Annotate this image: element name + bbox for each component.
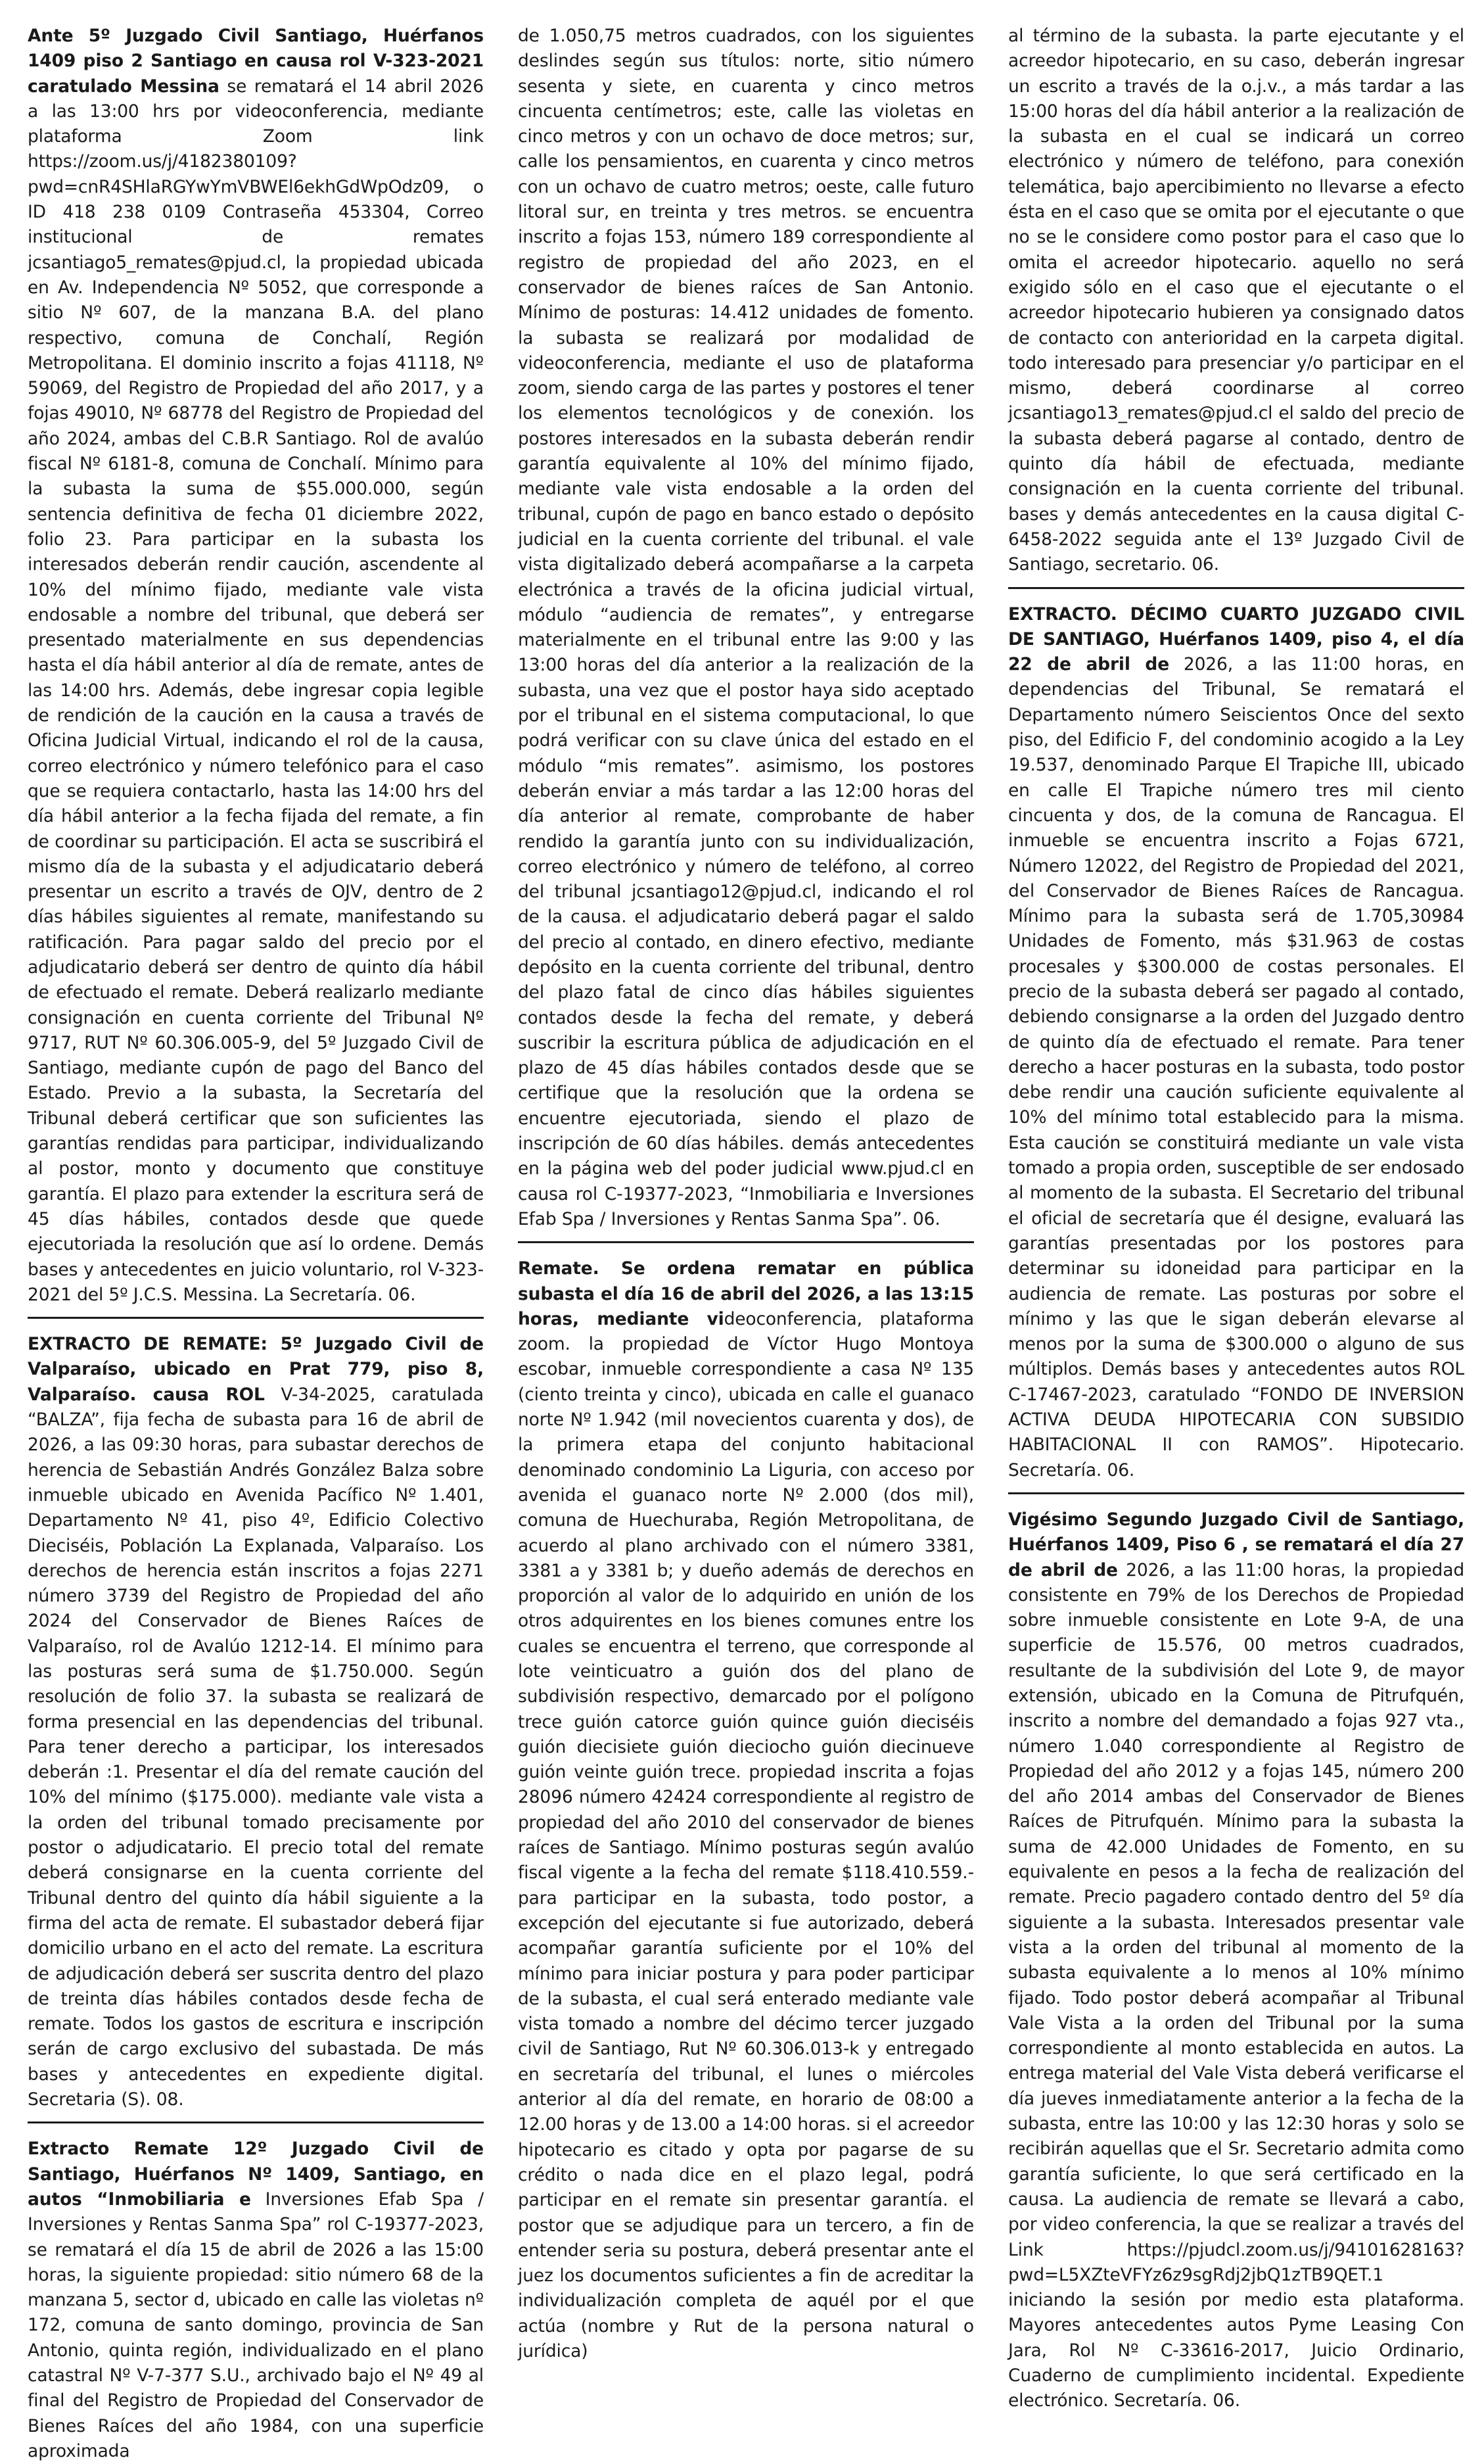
notice-heading: Extracto Remate 12º Juzgado Civil de Santiago, Huérfanos Nº 1409, Santiago, en autos “Inmobiliaria e bbox=[28, 2139, 484, 2210]
notice-12-juzgado-civil-santiago bbox=[28, 2137, 484, 2464]
notice-remate-huechuraba bbox=[518, 1256, 974, 2364]
notice-heading: EXTRACTO. DÉCIMO CUARTO JUZGADO CIVIL DE SANTIAGO, Huérfanos 1409, piso 4, el día 22 de abril de bbox=[1008, 604, 1464, 675]
notice-12-juzgado-continued bbox=[518, 24, 974, 1232]
notice-divider bbox=[28, 1317, 484, 1319]
notice-divider bbox=[1008, 587, 1464, 589]
notice-divider bbox=[28, 2121, 484, 2123]
notice-heading: Ante 5º Juzgado Civil Santiago, Huérfanos 1409 piso 2 Santiago en causa rol V-323-2021 caratulado Messina bbox=[28, 26, 484, 97]
notice-body: V-34-2025, caratulada “BALZA”, fija fecha de subasta para 16 de abril de 2026, a las 09:30 horas, para subastar derechos de herencia de Sebastián Andrés González BaIza sobre inmueble ubicado en Avenida Pacífico Nº 1.401, Departamento Nº 41, piso 4º, Edificio Colectivo Dieciséis, Población La Explanada, Valparaíso. Los derechos de herencia están inscritos a fojas 2271 número 3739 del Registro de Propiedad del año 2024 del Conservador de Bienes Raíces de Valparaíso, rol de Avalúo 1212-14. El mínimo para las posturas será suma de $1.750.000. Según resolución de folio 37. la subasta se realizará de forma presencial en las dependencias del tribunal. Para tener derecho a participar, los interesados deberán :1. Presentar el día del remate caución del 10% del mínimo ($175.000). mediante vale vista a la orden del tribunal tomado precisamente por postor o adjudicatario. El precio total del remate deberá consignarse en la cuenta corriente del Tribunal dentro del quinto día hábil siguiente a la firma del acta de remate. El subastador deberá fijar domicilio urbano en el acto del remate. La escritura de adjudicación deberá ser suscrita dentro del plazo de treinta días hábiles contados desde fecha de remate. Todos los gastos de escritura e inscripción serán de cargo exclusivo del subastada. De más bases y antecedentes en expediente digital. Secretaria (S). 08. bbox=[28, 1384, 484, 2110]
column-2 bbox=[518, 24, 974, 2362]
notice-body: al término de la subasta. la parte ejecutante y el acreedor hipotecario, en su caso, deberán ingresar un escrito a través de la o.j.v., a más tardar a las 15:00 horas del día hábil anterior a la realización de la subasta en el cual se indicará un correo electrónico y número de teléfono, para conexión telemática, bajo apercibimiento no llevarse a efecto ésta en el caso que se omita por el ejecutante o que no se le considere como postor para el caso que lo omita el acreedor hipotecario. aquello no será exigido sólo en el caso que el ejecutante o el acreedor hipotecario hubieren ya consignado datos de contacto con anterioridad en la carpeta digital. todo interesado para presenciar y/o participar en el mismo, deberá coordinarse al correo jcsantiago13_remates@pjud.cl el saldo del precio de la subasta deberá pagarse al contado, dentro de quinto día hábil de efectuada, mediante consignación en la cuenta corriente del tribunal. bases y demás antecedentes en la causa digital C-6458-2022 seguida ante el 13º Juzgado Civil de Santiago, secretario. 06. bbox=[1008, 26, 1464, 575]
notice-body: se rematará el 14 abril 2026 a las 13:00 hrs por videoconferencia, mediante plataforma Zoom link https://zoom.us/j/4182380109?pwd=cnR4SHlaRGYwYmVBWEl6ekhGdWpOdz09, o ID 418 238 0109 Contraseña 453304, Correo institucional de remates jcsantiago5_remates@pjud.cl, la propiedad ubicada en Av. Independencia Nº 5052, que corresponde a sitio Nº 607, de la manzana B.A. del plano respectivo, comuna de Conchalí, Región Metropolitana. El dominio inscrito a fojas 41118, Nº 59069, del Registro de Propiedad del año 2017, y a fojas 49010, Nº 68778 del Registro de Propiedad del año 2024, ambas del C.B.R Santiago. Rol de avalúo fiscal Nº 6181-8, comuna de Conchalí. Mínimo para la subasta la suma de $55.000.000, según sentencia definitiva de fecha 01 diciembre 2022, folio 23. Para participar en la subasta los interesados deberán rendir caución, ascendente al 10% del mínimo fijado, mediante vale vista endosable a nombre del tribunal, que deberá ser presentado materialmente en sus dependencias hasta el día hábil anterior al día de remate, antes de las 14:00 hrs. Además, debe ingresar copia legible de rendición de la caución en la causa a través de Oficina Judicial Virtual, indicando el rol de la causa, correo electrónico y número telefónico para el caso que se requiera contactarlo, hasta las 14:00 hrs del día hábil anterior a la fecha fijada del remate, a fin de coordinar su participación. El acta se suscribirá el mismo día de la subasta y el adjudicatario deberá presentar un escrito a través de OJV, dentro de 2 días hábiles siguientes al remate, manifestando su ratificación. Para pagar saldo del precio por el adjudicatario deberá ser dentro de quinto día hábil de efectuado el remate. Deberá realizarlo mediante consignación en cuenta corriente del Tribunal Nº 9717, RUT Nº 60.306.005-9, del 5º Juzgado Civil de Santiago, mediante cupón de pago del Banco del Estado. Previo a la subasta, la Secretaría del Tribunal deberá certificar que son suficientes las garantías rendidas para participar, individualizando al postor, monto y documento que constituye garantía. El plazo para extender la escritura será de 45 días hábiles, contados desde que quede ejecutoriada la resolución que así lo ordene. Demás bases y antecedentes en juicio voluntario, rol V-323-2021 del 5º J.C.S. Messina. La Secretaría. 06. bbox=[28, 76, 484, 1305]
column-3 bbox=[1008, 24, 1464, 2411]
notice-divider bbox=[1008, 1492, 1464, 1494]
notice-5-juzgado-civil-valparaiso bbox=[28, 1332, 484, 2112]
notice-body: Inversiones Efab Spa / Inversiones y Rentas Sanma Spa” rol C-19377-2023, se rematará el día 15 de abril de 2026 a las 15:00 horas, la siguiente propiedad: sitio número 68 de la manzana 5, sector d, ubicado en calle las violetas nº 172, comuna de santo domingo, provincia de San Antonio, quinta región, individualizado en el plano catastral Nº V-7-377 S.U., archivado bajo el Nº 49 al final del Registro de Propiedad del Conservador de Bienes Raíces del año 1984, con una superficie aproximada bbox=[28, 2189, 484, 2461]
notice-remate-huechuraba-continued bbox=[1008, 24, 1464, 578]
notice-heading: Remate. Se ordena rematar en pública subasta el día 16 de abril del 2026, a las 13:15 horas, mediante vi bbox=[518, 1258, 974, 1329]
notice-divider bbox=[518, 1241, 974, 1243]
column-1 bbox=[28, 24, 484, 2461]
notice-heading: EXTRACTO DE REMATE: 5º Juzgado Civil de Valparaíso, ubicado en Prat 779, piso 8, Valparaíso. causa ROL bbox=[28, 1334, 484, 1405]
notice-body: deoconferencia, plataforma zoom. la propiedad de Víctor Hugo Montoya escobar, inmueble correspondiente a casa Nº 135 (ciento treinta y cinco), ubicada en calle el guanaco norte Nº 1.942 (mil novecientos cuarenta y dos), de la primera etapa del conjunto habitacional denominado condominio La Liguria, con acceso por avenida el guanaco norte Nº 2.000 (dos mil), comuna de Huechuraba, Región Metropolitana, de acuerdo al plano archivado con el número 3381, 3381 a y 3381 b; y dueño además de derechos en proporción al valor de lo adquirido en unión de los otros adquirentes en los bienes comunes entre los cuales se encuentra el terreno, que corresponde al lote veinticuatro a guión dos del plano de subdivisión respectivo, demarcado por el polígono trece guión catorce guión quince guión dieciséis guión diecisiete guión dieciocho guión diecinueve guión veinte guión trece. propiedad inscrita a fojas 28096 número 42424 correspondiente al registro de propiedad del año 2010 del conservador de bienes raíces de Santiago. Mínimo posturas según avalúo fiscal vigente a la fecha del remate $118.410.559.- para participar en la subasta, todo postor, a excepción del ejecutante si fue autorizado, deberá acompañar garantía suficiente por el 10% del mínimo para iniciar postura y para poder participar de la subasta, el cual será enterado mediante vale vista tomado a nombre del décimo tercer juzgado civil de Santiago, Rut Nº 60.306.013-k y entregado en secretaría del tribunal, el lunes o miércoles anterior al día del remate, en horario de 08:00 a 12.00 horas y de 13.00 a 14:00 horas. si el acreedor hipotecario es citado y opta por pagarse de su crédito o nada dice en el plazo legal, podrá participar en el remate sin presentar garantía. el postor que se adjudique para un tercero, a fin de entender seria su postura, deberá presentar ante el juez los documentos suficientes a fin de acreditar la individualización completa de aquél por el que actúa (nombre y Rut de la persona natural o jurídica) bbox=[518, 1308, 974, 2362]
notice-5-juzgado-civil-santiago bbox=[28, 24, 484, 1308]
notice-14-juzgado-civil-santiago bbox=[1008, 602, 1464, 1483]
notice-22-juzgado-civil-santiago bbox=[1008, 1507, 1464, 2414]
notice-body: de 1.050,75 metros cuadrados, con los siguientes deslindes según sus títulos: norte, sitio número sesenta y siete, en cuarenta y cinco metros cincuenta centímetros; este, calle las violetas en cinco metros y con un ochavo de doce metros; sur, calle los pensamientos, en cuarenta y cinco metros con un ochavo de cuatro metros; oeste, calle futuro litoral sur, en treinta y tres metros. se encuentra inscrito a fojas 153, número 189 correspondiente al registro de propiedad del año 2023, en el conservador de bienes raíces de San Antonio. Mínimo de posturas: 14.412 unidades de fomento. la subasta se realizará por modalidad de videoconferencia, mediante el uso de plataforma zoom, siendo carga de las partes y postores el tener los elementos tecnológicos y de conexión. los postores interesados en la subasta deberán rendir garantía equivalente al 10% del mínimo fijado, mediante vale vista endosable a la orden del tribunal, cupón de pago en banco estado o depósito judicial en la cuenta corriente del tribunal. el vale vista digitalizado deberá acompañarse a la carpeta electrónica a través de la oficina judicial virtual, módulo “audiencia de remates”, y entregarse materialmente en el tribunal entre las 9:00 y las 13:00 horas del día anterior a la realización de la subasta, una vez que el postor haya sido aceptado por el tribunal en el sistema computacional, lo que podrá verificar con su clave única del estado en el módulo “mis remates”. asimismo, los postores deberán enviar a más tardar a las 12:00 horas del día anterior al remate, comprobante de haber rendido la garantía junto con su individualización, correo electrónico y número de teléfono, al correo del tribunal jcsantiago12@pjud.cl, indicando el rol de la causa. el adjudicatario deberá pagar el saldo del precio al contado, en dinero efectivo, mediante depósito en la cuenta corriente del tribunal, dentro del plazo fatal de cinco días hábiles siguientes contados desde la fecha del remate, y deberá suscribir la escritura pública de adjudicación en el plazo de 45 días hábiles contados desde que se certifique que la resolución que la ordena se encuentre ejecutoriada, siendo el plazo de inscripción de 60 días hábiles. demás antecedentes en la página web del poder judicial www.pjud.cl en causa rol C-19377-2023, “Inmobiliaria e Inversiones Efab Spa / Inversiones y Rentas Sanma Spa”. 06. bbox=[518, 26, 974, 1229]
notice-heading: Vigésimo Segundo Juzgado Civil de Santiago, Huérfanos 1409, Piso 6 , se rematará el día 27 de abril de bbox=[1008, 1509, 1464, 1580]
notice-body: 2026, a las 11:00 horas, la propiedad consistente en 79% de los Derechos de Propiedad sobre inmueble consistente en Lote 9-A, de una superficie de 15.576, 00 metros cuadrados, resultante de la subdivisión del Lote 9, de mayor extensión, ubicado en la Comuna de Pitrufquén, inscrito a nombre del demandado a fojas 927 vta., número 1.040 correspondiente al Registro de Propiedad del año 2012 y a fojas 145, número 200 del año 2014 ambas del Conservador de Bienes Raíces de Pitrufquén. Mínimo para la subasta la suma de 42.000 Unidades de Fomento, en su equivalente en pesos a la fecha de realización del remate. Precio pagadero contado dentro del 5º día siguiente a la subasta. Interesados presentar vale vista a la orden del tribunal al momento de la subasta equivalente a lo menos al 10% mínimo fijado. Todo postor deberá acompañar al Tribunal Vale Vista a la orden del Tribunal por la suma correspondiente al monto establecida en autos. La entrega material del Vale Vista deberá verificarse el día jueves inmediatamente anterior a la fecha de la subasta, entre las 10:00 y las 12:30 horas y solo se recibirán aquellas que el Sr. Secretario admita como garantía suficiente, lo que será certificado en la causa. La audiencia de remate se llevará a cabo, por video conferencia, la que se realizar a través del Link https://pjudcl.zoom.us/j/94101628163?pwd=L5XZteVFYz6z9sgRdj2jbQ1zTB9QET.1 iniciando la sesión por medio esta plataforma. Mayores antecedentes autos Pyme Leasing Con Jara, Rol Nº C-33616-2017, Juicio Ordinario, Cuaderno de cumplimiento incidental. Expediente electrónico. Secretaría. 06. bbox=[1008, 1559, 1464, 2411]
notice-body: 2026, a las 11:00 horas, en dependencias del Tribunal, Se rematará el Departamento número Seiscientos Once del sexto piso, del Edificio F, del condominio acogido a la Ley 19.537, denominado Parque El Trapiche III, ubicado en calle El Trapiche número tres mil ciento cincuenta y dos, de la comuna de Rancagua. El inmueble se encuentra inscrito a Fojas 6721, Número 12022, del Registro de Propiedad del 2021, del Conservador de Bienes Raíces de Rancagua. Mínimo para la subasta será de 1.705,30984 Unidades de Fomento, más $31.963 de costas procesales y $300.000 de costas personales. El precio de la subasta deberá ser pagado al contado, debiendo consignarse a la orden del Juzgado dentro de quinto día de efectuado el remate. Para tener derecho a hacer posturas en la subasta, todo postor debe rendir una caución suficiente equivalente al 10% del mínimo total establecido para la misma. Esta caución se constituirá mediante un vale vista tomado a propia orden, susceptible de ser endosado al momento de la subasta. El Secretario del tribunal el oficial de secretaría que él designe, evaluará las garantías presentadas por los postores para determinar su idoneidad para participar en la audiencia de remate. Las posturas por sobre el mínimo y las que le sigan deberán elevarse al menos por la suma de $300.000 o alguno de sus múltiplos. Demás bases y antecedentes autos ROL C-17467-2023, caratulado “FONDO DE INVERSION ACTIVA DEUDA HIPOTECARIA CON SUBSIDIO HABITACIONAL II con RAMOS”. Hipotecario. Secretaría. 06. bbox=[1008, 654, 1464, 1481]
